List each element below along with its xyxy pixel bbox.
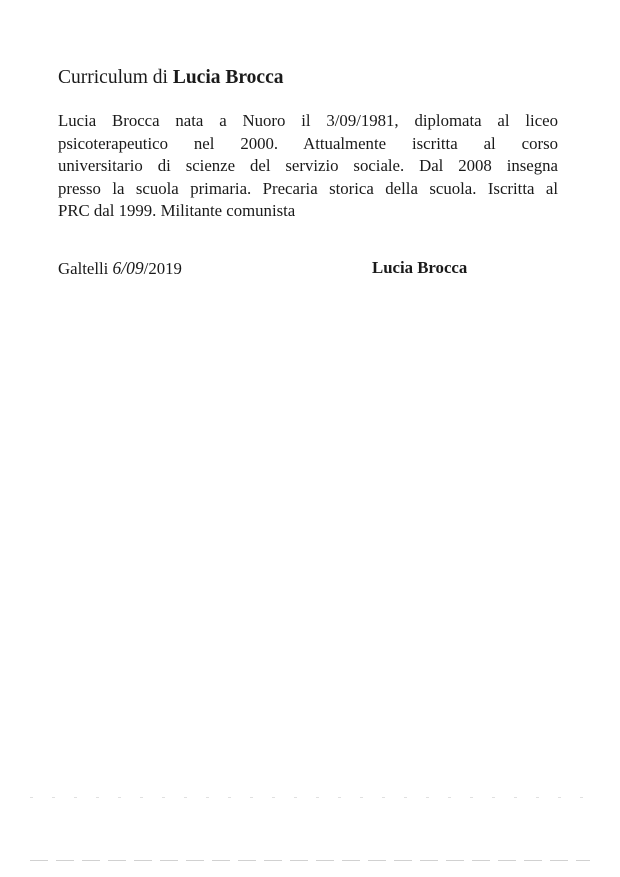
- scan-artifact-line: [30, 860, 590, 861]
- body-line: PRC dal 1999. Militante comunista: [58, 201, 296, 220]
- body-line: universitario di scienze del servizio sociale. Dal 2008 insegna: [58, 156, 558, 175]
- date-year: /2019: [143, 259, 182, 278]
- body-line: psicoterapeutico nel 2000. Attualmente iscritta al corso: [58, 133, 558, 153]
- signature-name: Lucia Brocca: [372, 258, 468, 277]
- body-line: Lucia Brocca nata a Nuoro il 3/09/1981, diplomata al liceo: [58, 111, 558, 130]
- place-date: [58, 257, 182, 280]
- body-line: presso la scuola primaria. Precaria storica della scuola. Iscritta al: [58, 178, 558, 198]
- place: Galtelli: [58, 259, 113, 278]
- title-prefix: Curriculum di: [58, 67, 173, 88]
- handwritten-date: 6/09: [112, 258, 144, 278]
- curriculum-body: [58, 110, 558, 223]
- scan-artifact-line: [30, 797, 590, 798]
- document-title: [58, 66, 284, 90]
- title-name: Lucia Brocca: [172, 67, 284, 88]
